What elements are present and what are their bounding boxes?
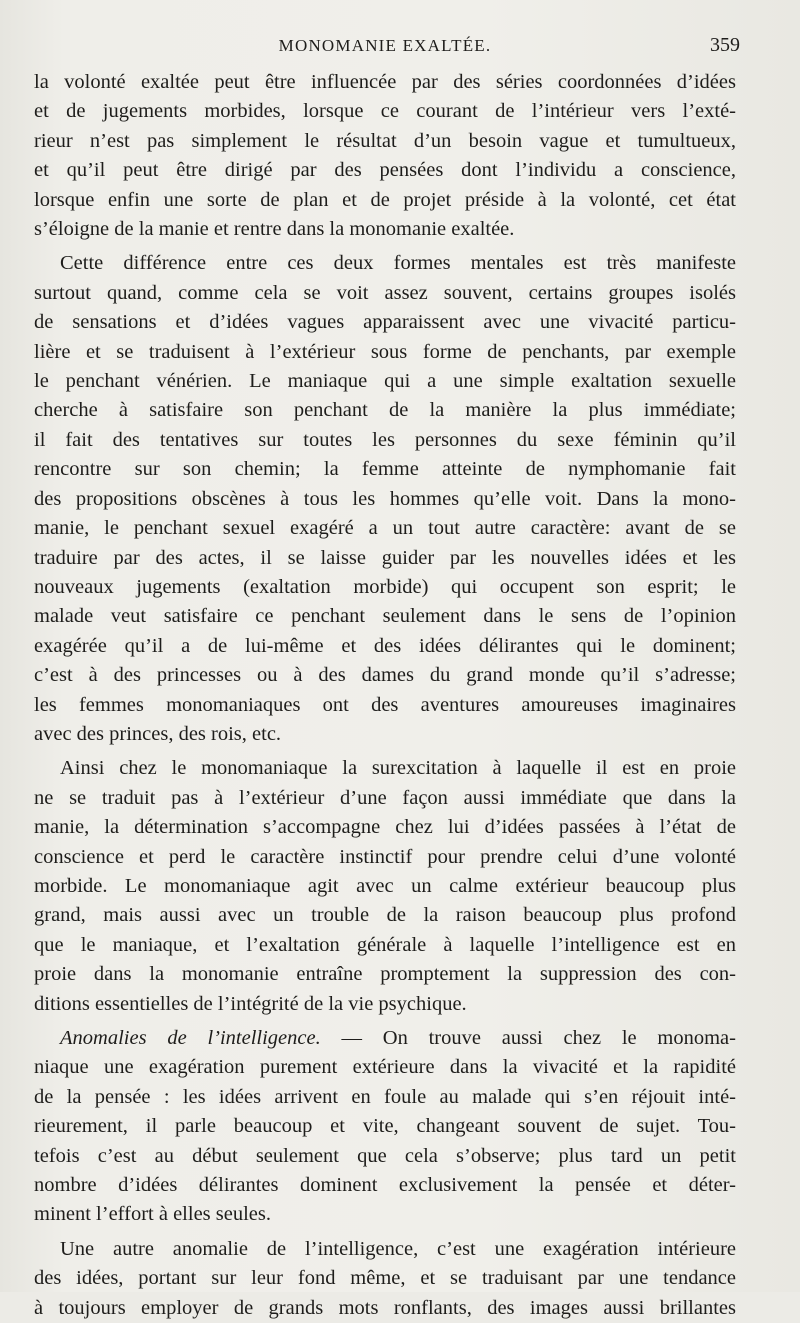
text-line: conscience et perd le caractère instinctif pour prendre celui d’une volonté — [34, 845, 736, 868]
text-line: de sensations et d’idées vagues apparaissent avec une vivacité particu- — [34, 311, 736, 334]
text-line: les femmes monomaniaques ont des aventures amoureuses imaginaires — [34, 693, 736, 716]
text-line: de la pensée : les idées arrivent en foule au malade qui s’en réjouit inté- — [34, 1085, 736, 1108]
section-heading: Anomalies de l’intelligence. — [60, 1027, 321, 1049]
text-line: ne se traduit pas à l’extérieur d’une façon aussi immédiate que dans la — [34, 786, 736, 809]
text-line: c’est à des princesses ou à des dames du grand monde qu’il s’adresse; — [34, 664, 736, 687]
text-line: Ainsi chez le monomaniaque la surexcitation à laquelle il est en proie — [60, 757, 736, 780]
text-line: niaque une exagération purement extérieure dans la vivacité et la rapidité — [34, 1056, 736, 1079]
text-line: grand, mais aussi avec un trouble de la raison beaucoup plus profond — [34, 904, 736, 927]
text-line: des propositions obscènes à tous les hommes qu’elle voit. Dans la mono- — [34, 487, 736, 510]
text-line: à toujours employer de grands mots ronflants, des images aussi brillantes — [34, 1296, 736, 1319]
paragraph — [34, 754, 736, 1019]
text-line: ditions essentielles de l’intégrité de la vie psychique. — [34, 992, 467, 1015]
text-line: s’éloigne de la manie et rentre dans la monomanie exaltée. — [34, 218, 515, 241]
text-line: et de jugements morbides, lorsque ce courant de l’intérieur vers l’exté- — [34, 100, 736, 123]
text-line: des idées, portant sur leur fond même, et se traduisant par une tendance — [34, 1267, 736, 1290]
text-line: minent l’effort à elles seules. — [34, 1203, 272, 1226]
running-title: MONOMANIE EXALTÉE. — [278, 36, 492, 55]
text-run: — On trouve aussi chez le monoma- — [320, 1027, 736, 1049]
text-line: tefois c’est au début seulement que cela s’observe; plus tard un petit — [34, 1144, 736, 1167]
text-line: manie, la détermination s’accompagne chez lui d’idées passées à l’état de — [34, 816, 736, 839]
text-line: cherche à satisfaire son penchant de la manière la plus immédiate; — [34, 399, 736, 422]
text-line: lorsque enfin une sorte de plan et de projet préside à la volonté, cet état — [34, 188, 736, 211]
text-line: nouveaux jugements (exaltation morbide) qui occupent son esprit; le — [34, 575, 736, 598]
paragraph — [34, 1024, 736, 1230]
text-line: exagérée qu’il a de lui-même et des idées délirantes qui le dominent; — [34, 634, 736, 657]
text-line: rencontre sur son chemin; la femme atteinte de nymphomanie fait — [34, 458, 736, 481]
text-line: avec des princes, des rois, etc. — [34, 722, 282, 745]
text-line: rieur n’est pas simplement le résultat d’un besoin vague et tumultueux, — [34, 129, 736, 152]
text-line: rieurement, il parle beaucoup et vite, changeant souvent de sujet. Tou- — [34, 1115, 736, 1138]
text-line: malade veut satisfaire ce penchant seulement dans le sens de l’opinion — [34, 605, 736, 628]
text-line: la volonté exaltée peut être influencée par des séries coordonnées d’idées — [34, 71, 736, 93]
body-text — [34, 68, 736, 1323]
paragraph — [34, 68, 736, 244]
paragraph — [34, 249, 736, 749]
text-line: que le maniaque, et l’exaltation générale à laquelle l’intelligence est en — [34, 933, 736, 956]
text-line: proie dans la monomanie entraîne promptement la suppression des con- — [34, 963, 736, 986]
text-line: Cette différence entre ces deux formes mentales est très manifeste — [60, 252, 736, 275]
text-line: Une autre anomalie de l’intelligence, c’est une exagération intérieure — [60, 1237, 736, 1260]
paragraph — [34, 1235, 736, 1323]
text-line: traduire par des actes, il se laisse guider par les nouvelles idées et les — [34, 546, 736, 569]
text-line: surtout quand, comme cela se voit assez souvent, certains groupes isolés — [34, 281, 736, 304]
text-line: morbide. Le monomaniaque agit avec un calme extérieur beaucoup plus — [34, 874, 736, 897]
text-line: manie, le penchant sexuel exagéré a un tout autre caractère: avant de se — [34, 517, 736, 540]
text-line: lière et se traduisent à l’extérieur sous forme de penchants, par exemple — [34, 340, 736, 363]
text-line: nombre d’idées délirantes dominent exclusivement la pensée et déter- — [34, 1174, 736, 1197]
text-line — [34, 1024, 736, 1053]
page-header — [30, 30, 740, 64]
page-number: 359 — [710, 34, 740, 56]
text-line: le penchant vénérien. Le maniaque qui a une simple exaltation sexuelle — [34, 370, 736, 393]
text-line: il fait des tentatives sur toutes les personnes du sexe féminin qu’il — [34, 428, 736, 451]
text-line: et qu’il peut être dirigé par des pensées dont l’individu a conscience, — [34, 159, 736, 182]
